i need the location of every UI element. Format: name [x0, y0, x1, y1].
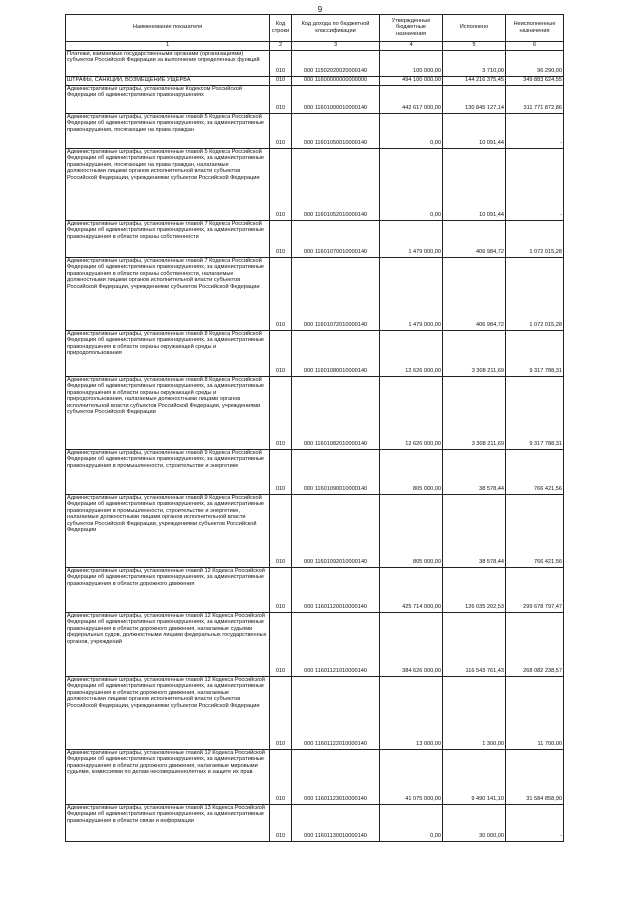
column-number: 1	[66, 42, 270, 51]
row-name: Административные штрафы, установленные главой 9 Кодекса Российской Федерации об административных правонарушениях, за административные правонарушения в промышленности, строительстве и энергетике	[66, 449, 270, 494]
row-approved: 425 714 000,00	[380, 567, 443, 612]
row-line-code: 010	[270, 50, 292, 76]
row-approved: 100 000,00	[380, 50, 443, 76]
row-income-code: 000 11601050010000140	[292, 113, 380, 148]
row-income-code: 000 11601121010000140	[292, 612, 380, 676]
table-row	[66, 676, 564, 749]
row-line-code: 010	[270, 612, 292, 676]
row-income-code: 000 11601000010000140	[292, 85, 380, 113]
row-line-code: 010	[270, 85, 292, 113]
row-executed: 126 035 202,53	[443, 567, 506, 612]
row-unexecuted: 766 421,56	[506, 449, 564, 494]
row-approved: 805 000,00	[380, 494, 443, 567]
row-income-code: 000 11502020020000140	[292, 50, 380, 76]
table-row	[66, 567, 564, 612]
row-name: Административные штрафы, установленные главой 8 Кодекса Российской Федерации об административных правонарушениях, за административные правонарушения в области охраны окружающей среды и природопользования	[66, 330, 270, 376]
row-name: Административные штрафы, установленные главой 9 Кодекса Российской Федерации об административных правонарушениях, за административные правонарушения в промышленности, строительстве и энергетике, налагаемые должностными лицами органов исполнительной власти субъектов Российской Федерации, учреждениями субъектов Российской Федерации	[66, 494, 270, 567]
row-unexecuted: 299 678 797,47	[506, 567, 564, 612]
row-executed: 38 578,44	[443, 449, 506, 494]
row-unexecuted: 9 317 788,31	[506, 330, 564, 376]
row-income-code: 000 11601090010000140	[292, 449, 380, 494]
row-executed: 3 710,00	[443, 50, 506, 76]
row-line-code: 010	[270, 749, 292, 804]
header-indicator-name: Наименование показателя	[66, 15, 270, 42]
header-approved: Утвержденные бюджетные назначения	[380, 15, 443, 42]
table-row	[66, 113, 564, 148]
row-executed: 144 216 375,45	[443, 76, 506, 85]
row-executed: 3 308 211,69	[443, 330, 506, 376]
row-executed: 38 578,44	[443, 494, 506, 567]
row-approved: 384 626 000,00	[380, 612, 443, 676]
row-approved: 494 100 000,00	[380, 76, 443, 85]
row-line-code: 010	[270, 330, 292, 376]
header-line-code: Код строки	[270, 15, 292, 42]
row-name: ШТРАФЫ, САНКЦИИ, ВОЗМЕЩЕНИЕ УЩЕРБА	[66, 76, 270, 85]
row-approved: 805 000,00	[380, 449, 443, 494]
row-name: Административные штрафы, установленные Кодексом Российской Федерации об административных правонарушениях	[66, 85, 270, 113]
row-unexecuted: 268 082 238,57	[506, 612, 564, 676]
row-approved: 442 617 000,00	[380, 85, 443, 113]
row-approved: 0,00	[380, 804, 443, 841]
row-executed: 130 845 127,14	[443, 85, 506, 113]
table-row	[66, 449, 564, 494]
row-line-code: 010	[270, 220, 292, 257]
row-executed: 9 490 141,10	[443, 749, 506, 804]
row-executed: 10 091,44	[443, 113, 506, 148]
column-number: 6	[506, 42, 564, 51]
row-name: Административные штрафы, установленные главой 7 Кодекса Российской Федерации об административных правонарушениях, за административные правонарушения в области охраны собственности, налагаемые должностными лицами органов исполнительной власти субъектов Российской Федерации, учреждениями субъектов Российской Федерации	[66, 257, 270, 330]
row-approved: 1 479 000,00	[380, 257, 443, 330]
table-row	[66, 50, 564, 76]
row-unexecuted: 11 700,00	[506, 676, 564, 749]
row-income-code: 000 11601070010000140	[292, 220, 380, 257]
row-line-code: 010	[270, 676, 292, 749]
row-unexecuted: -	[506, 804, 564, 841]
row-income-code: 000 11601092010000140	[292, 494, 380, 567]
row-line-code: 010	[270, 148, 292, 220]
column-number: 3	[292, 42, 380, 51]
row-executed: 1 300,00	[443, 676, 506, 749]
table-row	[66, 804, 564, 841]
column-number: 5	[443, 42, 506, 51]
header-unexecuted: Неисполненные назначения	[506, 15, 564, 42]
row-name: Административные штрафы, установленные главой 5 Кодекса Российской Федерации об административных правонарушениях, за административные правонарушения, посягающие на права граждан	[66, 113, 270, 148]
row-executed: 10 091,44	[443, 148, 506, 220]
row-executed: 406 984,72	[443, 220, 506, 257]
row-approved: 0,00	[380, 113, 443, 148]
table-row	[66, 220, 564, 257]
row-name: Административные штрафы, установленные главой 12 Кодекса Российской Федерации об административных правонарушениях, за административные правонарушения в области дорожного движения, налагаемые судьями федеральных судов, должностными лицами федеральных государственных органов, учреждений	[66, 612, 270, 676]
row-approved: 0,00	[380, 148, 443, 220]
row-approved: 12 626 000,00	[380, 376, 443, 449]
column-number: 4	[380, 42, 443, 51]
row-unexecuted: 766 421,56	[506, 494, 564, 567]
row-income-code: 000 11601052010000140	[292, 148, 380, 220]
page-number: 9	[317, 5, 323, 14]
row-executed: 30 000,00	[443, 804, 506, 841]
row-executed: 406 984,72	[443, 257, 506, 330]
row-unexecuted: 311 771 872,86	[506, 85, 564, 113]
table-row	[66, 376, 564, 449]
row-income-code: 000 11601080010000140	[292, 330, 380, 376]
table-row	[66, 257, 564, 330]
row-income-code: 000 11601123010000140	[292, 749, 380, 804]
budget-execution-table	[65, 14, 564, 842]
row-approved: 12 626 000,00	[380, 330, 443, 376]
row-line-code: 010	[270, 804, 292, 841]
row-unexecuted: 1 072 015,28	[506, 220, 564, 257]
row-income-code: 000 11601122010000140	[292, 676, 380, 749]
row-approved: 1 479 000,00	[380, 220, 443, 257]
row-line-code: 010	[270, 376, 292, 449]
row-income-code: 000 11601082010000140	[292, 376, 380, 449]
row-unexecuted: -	[506, 113, 564, 148]
row-income-code: 000 11601130010000140	[292, 804, 380, 841]
row-approved: 41 075 000,00	[380, 749, 443, 804]
row-income-code: 000 11601120010000140	[292, 567, 380, 612]
row-name: Административные штрафы, установленные главой 5 Кодекса Российской Федерации об административных правонарушениях, за административные правонарушения, посягающие на права граждан, налагаемые должностными лицами органов исполнительной власти субъектов Российской Федерации, учреждениями субъектов Российской Федерации	[66, 148, 270, 220]
row-unexecuted: 9 317 788,31	[506, 376, 564, 449]
row-approved: 13 000,00	[380, 676, 443, 749]
row-executed: 116 543 761,43	[443, 612, 506, 676]
row-executed: 3 308 211,69	[443, 376, 506, 449]
row-line-code: 010	[270, 567, 292, 612]
row-name: Платежи, взимаемые государственными органами (организациями) субъектов Российской Федерации за выполнение определенных функций	[66, 50, 270, 76]
row-income-code: 000 11600000000000000	[292, 76, 380, 85]
table-row	[66, 148, 564, 220]
row-unexecuted: 96 290,00	[506, 50, 564, 76]
row-unexecuted: 31 584 858,90	[506, 749, 564, 804]
table-row	[66, 612, 564, 676]
table-row	[66, 749, 564, 804]
row-line-code: 010	[270, 494, 292, 567]
table-row	[66, 330, 564, 376]
header-executed: Исполнено	[443, 15, 506, 42]
header-income-code: Код дохода по бюджетной классификации	[292, 15, 380, 42]
row-unexecuted: -	[506, 148, 564, 220]
row-name: Административные штрафы, установленные главой 12 Кодекса Российской Федерации об административных правонарушениях, за административные правонарушения в области дорожного движения, налагаемые должностными лицами органов исполнительной власти субъектов Российской Федерации, учреждениями субъектов Российской Федерации	[66, 676, 270, 749]
row-unexecuted: 349 883 624,55	[506, 76, 564, 85]
table-row	[66, 494, 564, 567]
row-line-code: 010	[270, 257, 292, 330]
column-number: 2	[270, 42, 292, 51]
row-unexecuted: 1 072 015,28	[506, 257, 564, 330]
row-name: Административные штрафы, установленные главой 7 Кодекса Российской Федерации об административных правонарушениях, за административные правонарушения в области охраны собственности	[66, 220, 270, 257]
row-name: Административные штрафы, установленные главой 8 Кодекса Российской Федерации об административных правонарушениях, за административные правонарушения в области охраны окружающей среды и природопользования, налагаемые должностными лицами органов исполнительной власти субъектов Российской Федерации, учреждениями субъектов Российской Федерации	[66, 376, 270, 449]
row-line-code: 010	[270, 76, 292, 85]
row-line-code: 010	[270, 113, 292, 148]
table-row	[66, 85, 564, 113]
row-line-code: 010	[270, 449, 292, 494]
row-income-code: 000 11601072010000140	[292, 257, 380, 330]
row-name: Административные штрафы, установленные главой 12 Кодекса Российской Федерации об административных правонарушениях, за административные правонарушения в области дорожного движения, налагаемые мировыми судьями, комиссиями по делам несовершеннолетних и защите их прав	[66, 749, 270, 804]
row-name: Административные штрафы, установленные главой 12 Кодекса Российской Федерации об административных правонарушениях, за административные правонарушения в области дорожного движения	[66, 567, 270, 612]
row-name: Административные штрафы, установленные главой 13 Кодекса Российской Федерации об административных правонарушениях, за административные правонарушения в области связи и информации	[66, 804, 270, 841]
table-row	[66, 76, 564, 85]
